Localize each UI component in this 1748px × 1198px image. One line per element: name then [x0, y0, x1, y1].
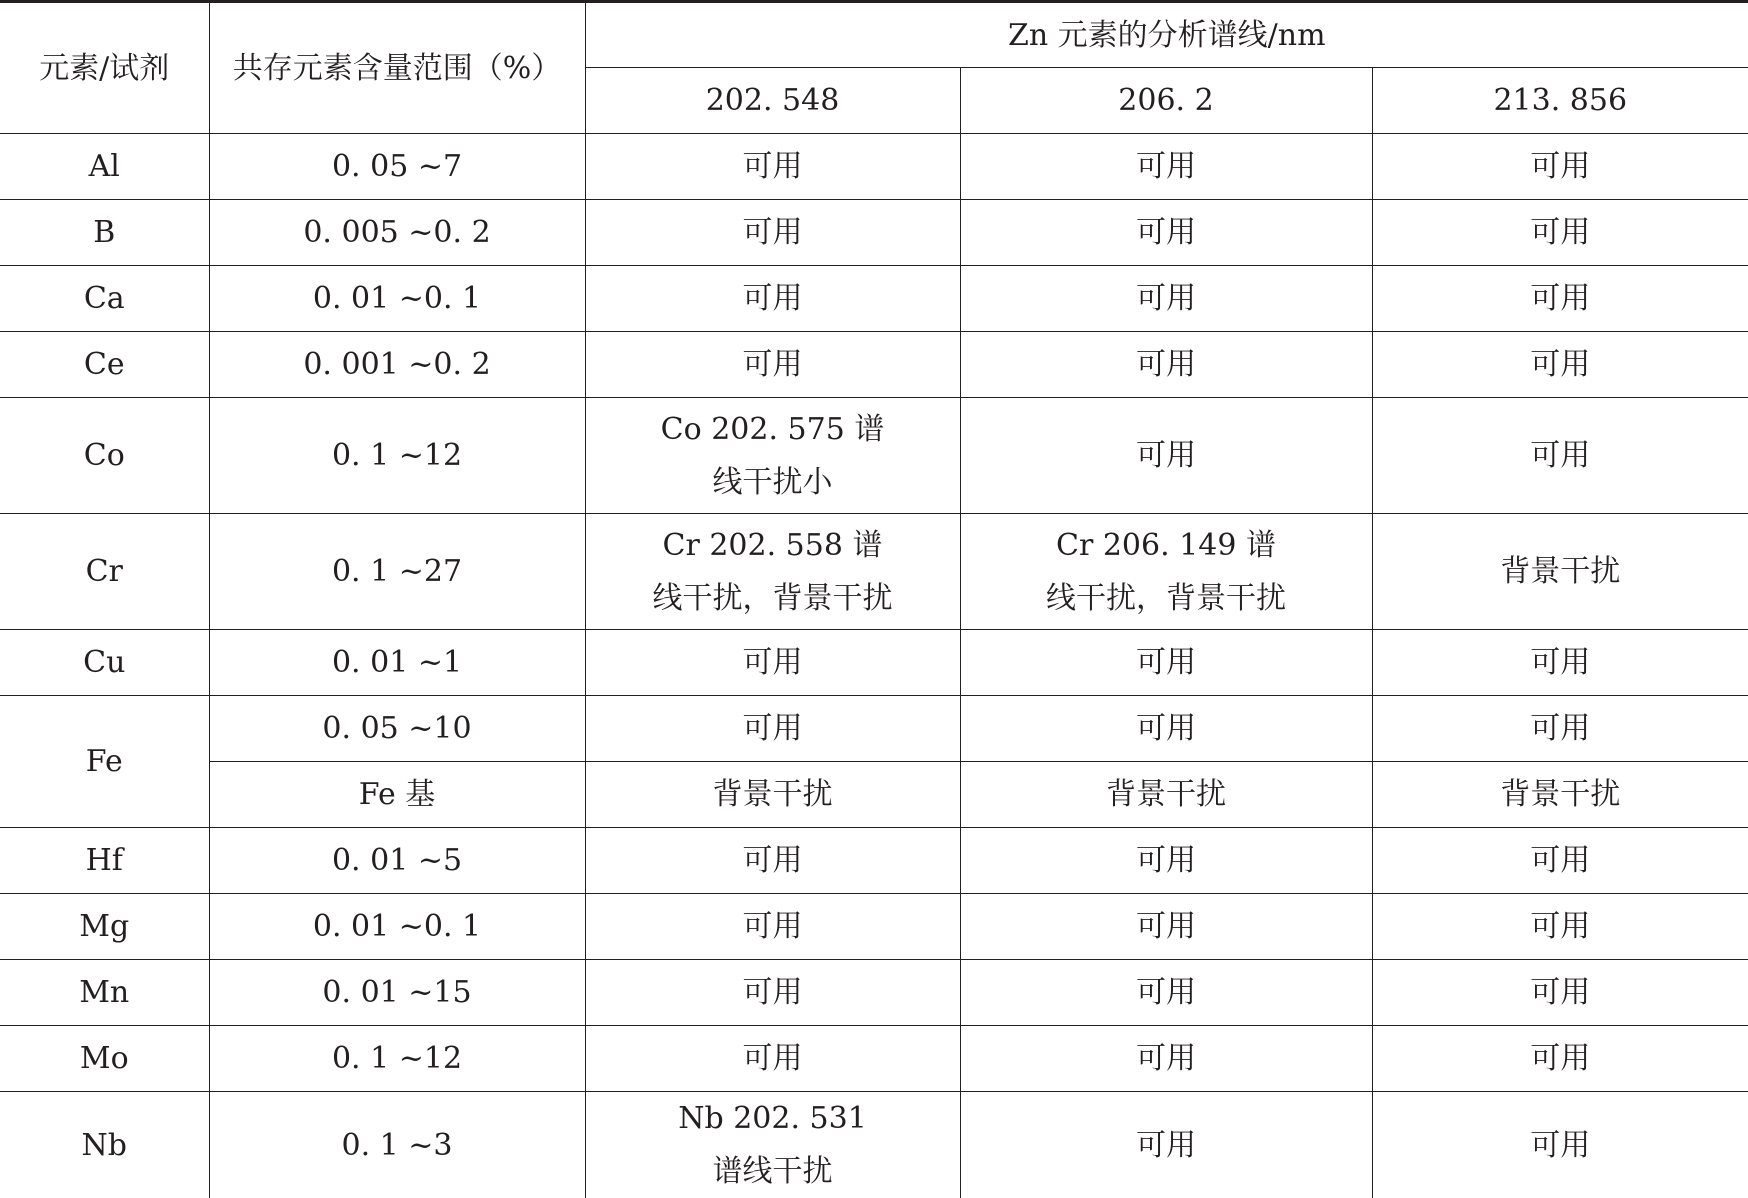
status-cell: 可用: [960, 1092, 1372, 1198]
header-zn-lines: Zn 元素的分析谱线/nm: [585, 2, 1748, 68]
status-cell: 可用: [960, 894, 1372, 960]
element-cell: Cr: [0, 514, 209, 630]
table-row: [0, 266, 1748, 332]
element-cell: Al: [0, 134, 209, 200]
element-cell: Cu: [0, 630, 209, 696]
element-cell: Fe: [0, 696, 209, 828]
status-cell: 可用: [585, 828, 960, 894]
status-cell: 可用: [1372, 630, 1748, 696]
status-cell: 可用: [960, 696, 1372, 762]
status-line: 线干扰小: [586, 456, 960, 509]
status-cell: 可用: [1372, 1092, 1748, 1198]
status-cell: 可用: [585, 266, 960, 332]
element-cell: Co: [0, 398, 209, 514]
status-cell: 可用: [585, 696, 960, 762]
table-row: [0, 332, 1748, 398]
status-cell: 可用: [960, 630, 1372, 696]
table-row: [0, 200, 1748, 266]
table-row: [0, 960, 1748, 1026]
table-row: [0, 894, 1748, 960]
range-cell: 0. 01 ~5: [209, 828, 585, 894]
status-cell: 背景干扰: [960, 762, 1372, 828]
range-cell: 0. 01 ~0. 1: [209, 894, 585, 960]
table-row: [0, 1026, 1748, 1092]
status-cell: 可用: [585, 894, 960, 960]
range-cell: 0. 005 ~0. 2: [209, 200, 585, 266]
range-cell: 0. 1 ~27: [209, 514, 585, 630]
status-cell: [585, 398, 960, 514]
status-cell: 可用: [960, 332, 1372, 398]
table-row: [0, 398, 1748, 514]
status-cell: 可用: [585, 630, 960, 696]
range-cell: 0. 1 ~12: [209, 1026, 585, 1092]
status-cell: 背景干扰: [585, 762, 960, 828]
range-cell: Fe 基: [209, 762, 585, 828]
status-cell: 可用: [585, 1026, 960, 1092]
element-cell: Nb: [0, 1092, 209, 1198]
status-cell: 可用: [1372, 828, 1748, 894]
status-cell: 可用: [1372, 266, 1748, 332]
status-cell: 背景干扰: [1372, 762, 1748, 828]
table-row: [0, 696, 1748, 762]
element-cell: B: [0, 200, 209, 266]
table-row: [0, 828, 1748, 894]
table-row: [0, 514, 1748, 630]
range-cell: 0. 05 ~7: [209, 134, 585, 200]
range-cell: 0. 05 ~10: [209, 696, 585, 762]
range-cell: 0. 1 ~3: [209, 1092, 585, 1198]
status-cell: 可用: [1372, 134, 1748, 200]
header-element: 元素/试剂: [0, 2, 209, 134]
header-range: 共存元素含量范围（%）: [209, 2, 585, 134]
status-cell: 可用: [960, 1026, 1372, 1092]
status-cell: 可用: [960, 200, 1372, 266]
header-wavelength: 213. 856: [1372, 68, 1748, 134]
status-cell: 可用: [960, 134, 1372, 200]
status-cell: 可用: [960, 960, 1372, 1026]
element-cell: Hf: [0, 828, 209, 894]
status-cell: 可用: [1372, 332, 1748, 398]
range-cell: 0. 01 ~0. 1: [209, 266, 585, 332]
table-row: [0, 630, 1748, 696]
status-cell: 背景干扰: [1372, 514, 1748, 630]
status-cell: 可用: [960, 266, 1372, 332]
status-line: 线干扰，背景干扰: [961, 572, 1372, 625]
status-cell: [585, 514, 960, 630]
element-cell: Mg: [0, 894, 209, 960]
status-cell: [960, 514, 1372, 630]
element-cell: Ca: [0, 266, 209, 332]
status-line: 谱线干扰: [586, 1145, 960, 1198]
range-cell: 0. 1 ~12: [209, 398, 585, 514]
status-line: Co 202. 575 谱: [586, 403, 960, 456]
status-cell: 可用: [1372, 200, 1748, 266]
status-cell: 可用: [1372, 960, 1748, 1026]
range-cell: 0. 01 ~15: [209, 960, 585, 1026]
status-line: 线干扰，背景干扰: [586, 572, 960, 625]
status-cell: 可用: [1372, 696, 1748, 762]
status-cell: 可用: [960, 398, 1372, 514]
status-line: Nb 202. 531: [586, 1092, 960, 1145]
element-cell: Mo: [0, 1026, 209, 1092]
status-cell: 可用: [1372, 894, 1748, 960]
status-cell: 可用: [585, 332, 960, 398]
table-row: [0, 1092, 1748, 1198]
status-cell: 可用: [1372, 398, 1748, 514]
status-cell: 可用: [1372, 1026, 1748, 1092]
status-line: Cr 202. 558 谱: [586, 519, 960, 572]
status-cell: 可用: [585, 200, 960, 266]
table-row: [0, 134, 1748, 200]
element-cell: Ce: [0, 332, 209, 398]
header-wavelength: 206. 2: [960, 68, 1372, 134]
header-wavelength: 202. 548: [585, 68, 960, 134]
range-cell: 0. 01 ~1: [209, 630, 585, 696]
table-row: [0, 762, 1748, 828]
status-cell: 可用: [585, 960, 960, 1026]
status-cell: [585, 1092, 960, 1198]
header-row-1: [0, 2, 1748, 68]
status-cell: 可用: [960, 828, 1372, 894]
element-cell: Mn: [0, 960, 209, 1026]
range-cell: 0. 001 ~0. 2: [209, 332, 585, 398]
status-line: Cr 206. 149 谱: [961, 519, 1372, 572]
status-cell: 可用: [585, 134, 960, 200]
